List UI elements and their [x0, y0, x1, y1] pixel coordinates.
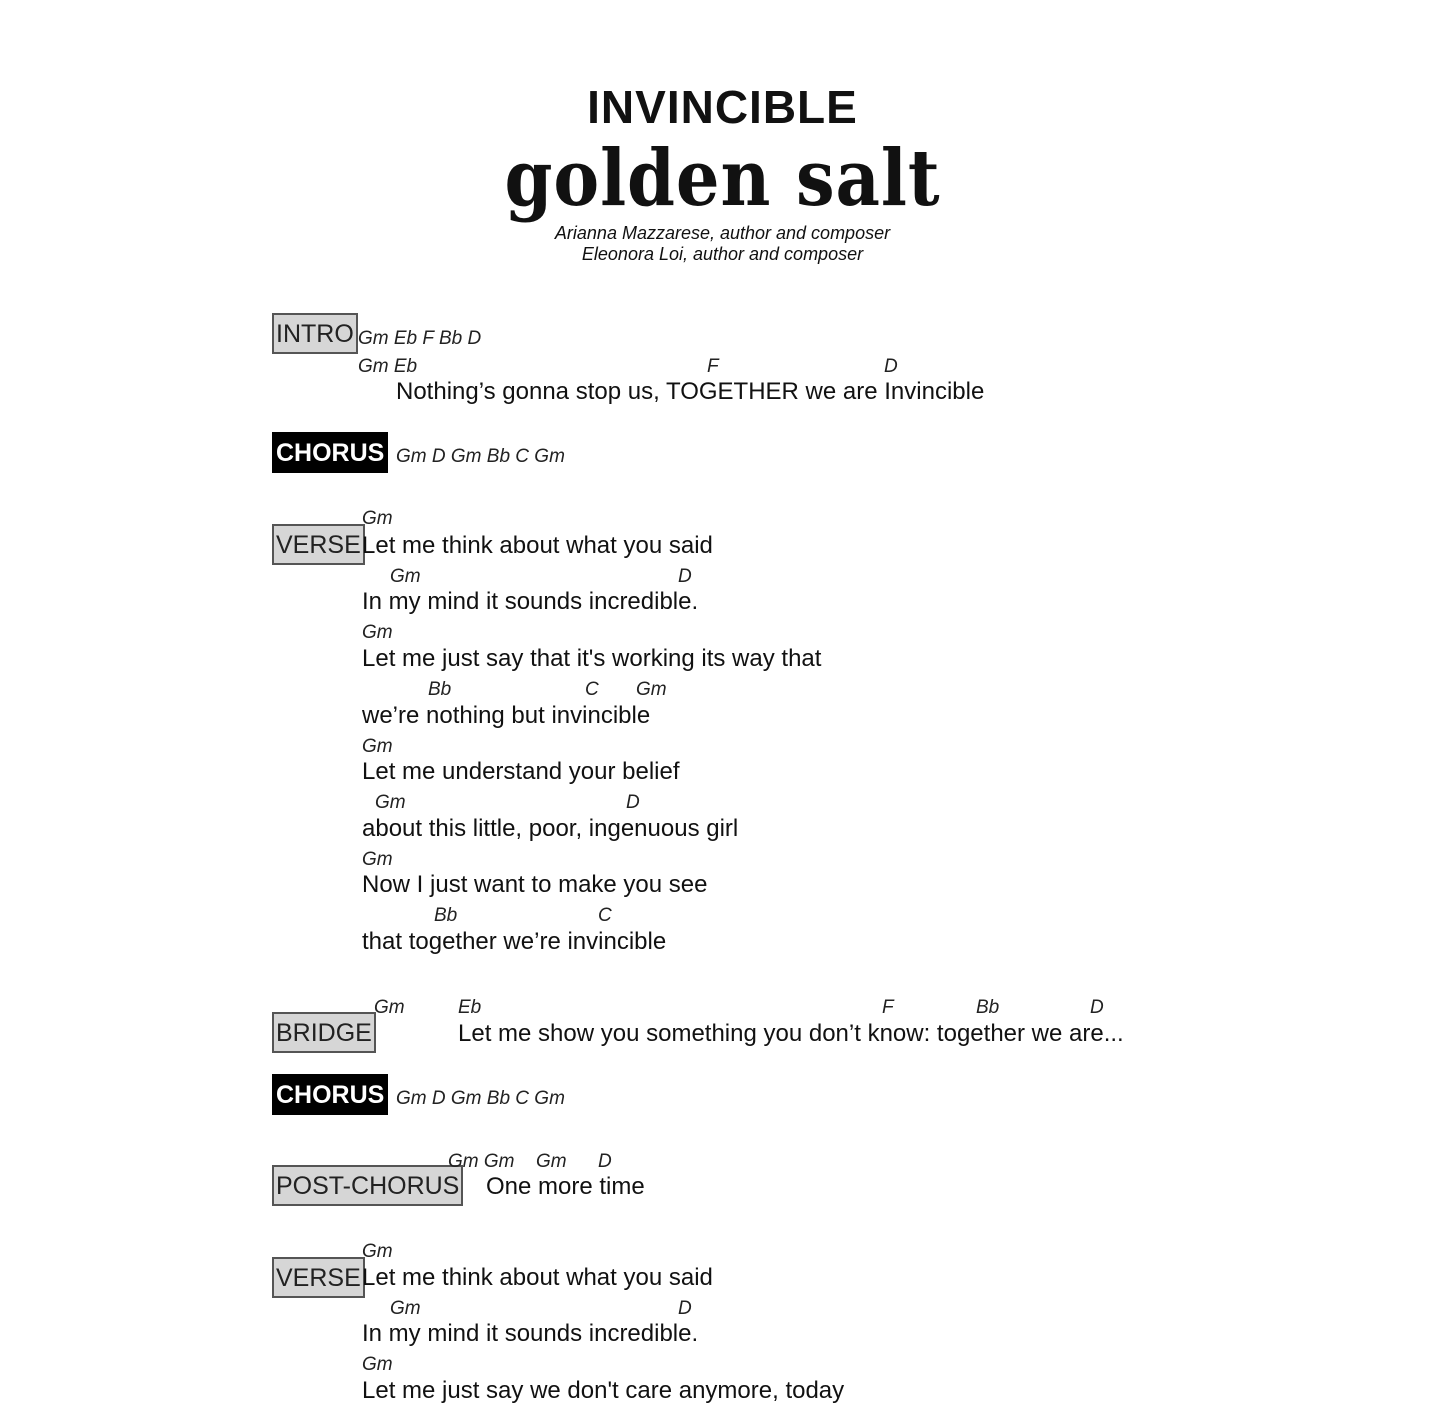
chorus-progression: Gm D Gm Bb C Gm	[396, 1088, 565, 1109]
chord: C	[598, 905, 612, 926]
chord: Bb	[976, 997, 1000, 1018]
intro-progression: Gm Eb F Bb D	[358, 328, 482, 349]
lyric-line: Let me think about what you said	[362, 1264, 713, 1291]
chord: F	[882, 997, 894, 1018]
lyric-line: One more time	[486, 1173, 645, 1200]
chord: Gm	[362, 1241, 393, 1262]
chord: D	[1090, 997, 1104, 1018]
lyric-line: Let me understand your belief	[362, 758, 680, 785]
chorus-progression: Gm D Gm Bb C Gm	[396, 446, 565, 467]
lyric-line: Nothing’s gonna stop us, TOGETHER we are Invincible	[396, 378, 985, 405]
lyric-line: In my mind it sounds incredible.	[362, 1320, 699, 1347]
chord: Eb	[458, 997, 482, 1018]
chord: Gm	[390, 566, 421, 587]
chord: Gm Gm	[448, 1151, 515, 1172]
chord: Gm	[375, 792, 406, 813]
section-label-chorus: CHORUS	[272, 1074, 388, 1115]
chord: Gm	[362, 736, 393, 757]
credit-line: Eleonora Loi, author and composer	[581, 244, 864, 264]
lyric-line: Let me show you something you don’t know: together we are...	[458, 1020, 1124, 1047]
chord: D	[626, 792, 640, 813]
chord: C	[585, 679, 599, 700]
lyric-line: Let me just say that it's working its way that	[362, 645, 822, 672]
chord: Gm	[636, 679, 667, 700]
chord: Gm	[362, 1354, 393, 1375]
chord: Gm	[390, 1298, 421, 1319]
lyric-line: Let me just say we don't care anymore, today	[362, 1377, 845, 1404]
lyric-line: about this little, poor, ingenuous girl	[362, 815, 739, 842]
section-label-verse: VERSE	[272, 524, 365, 565]
chord: Gm	[362, 849, 393, 870]
chord: D	[598, 1151, 612, 1172]
chord: D	[678, 1298, 692, 1319]
chord: D	[678, 566, 692, 587]
section-label-verse: VERSE	[272, 1257, 365, 1298]
chord: Gm Eb	[358, 356, 418, 377]
lyric-line: In my mind it sounds incredible.	[362, 588, 699, 615]
credit-line: Arianna Mazzarese, author and composer	[554, 223, 891, 243]
lyric-line: Now I just want to make you see	[362, 871, 708, 898]
section-label-intro: INTRO	[272, 313, 358, 354]
chord: Bb	[428, 679, 452, 700]
section-label-chorus: CHORUS	[272, 432, 388, 473]
chord: Bb	[434, 905, 458, 926]
chord: Gm	[362, 622, 393, 643]
chord: F	[707, 356, 719, 377]
chord: D	[884, 356, 898, 377]
song-title: INVINCIBLE	[587, 81, 858, 133]
band-logo: golden salt	[504, 133, 941, 224]
section-label-bridge: BRIDGE	[272, 1012, 376, 1053]
lyric-line: Let me think about what you said	[362, 532, 713, 559]
lyric-line: we’re nothing but invincible	[362, 702, 651, 729]
chord: Gm	[362, 508, 393, 529]
section-label-post-chorus: POST-CHORUS	[272, 1165, 463, 1206]
chord: Gm	[374, 997, 405, 1018]
lyric-line: that together we’re invincible	[362, 928, 667, 955]
chord: Gm	[536, 1151, 567, 1172]
